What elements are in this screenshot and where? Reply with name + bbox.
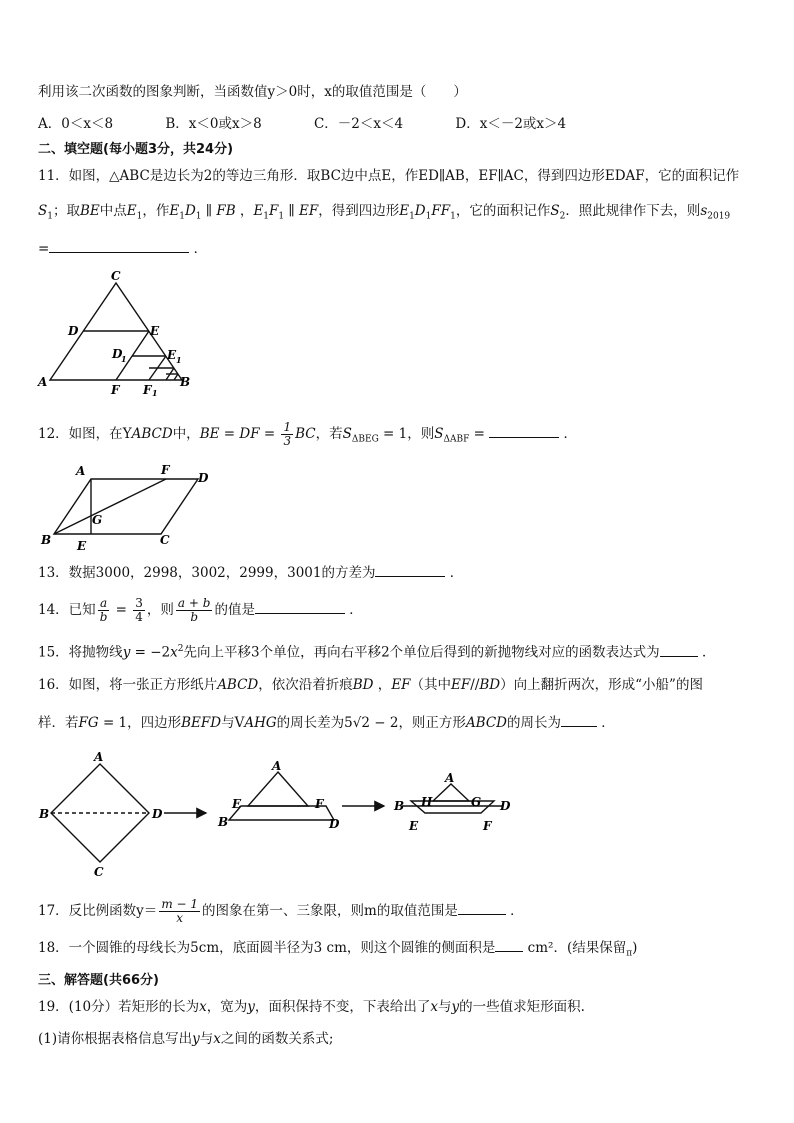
fig11-label-b: B	[180, 375, 191, 389]
fig11-label-f1: F	[143, 383, 152, 396]
fig11-label-d: D	[68, 324, 79, 338]
fig16-label-d1: D	[152, 807, 163, 821]
fig16-label-d2: D	[329, 817, 340, 831]
section-3-title: 三、解答题(共66分)	[38, 973, 159, 988]
fig11-label-e: E	[150, 324, 160, 338]
option-b[interactable]: B．x＜0或x＞8	[165, 116, 262, 132]
fig16-label-g3: G	[471, 795, 482, 809]
fig12-label-b: B	[41, 533, 52, 547]
q19-line1: 19．(10分）若矩形的长为x，宽为y，面积保持不变，下表给出了x与y的一些值求矩形面积.	[38, 999, 585, 1015]
q19-line2: (1)请你根据表格信息写出y与x之间的函数关系式;	[38, 1031, 334, 1047]
q11-line1: 11．如图，△ABC是边长为2的等边三角形．取BC边中点E，作ED∥AB，EF∥AC，得到四边形EDAF，它的面积记作	[38, 168, 740, 184]
fig16-label-c1: C	[94, 865, 104, 879]
q18-answer-blank[interactable]	[495, 937, 523, 952]
figure-11-triangle	[34, 268, 204, 396]
q11-line2: $S_1$；取BE中点$E_1$，作$E_1D_1$ ∥ FB ，$E_1F_1$ ∥ EF，得到四边形$E_1D_1FF_1$，它的面积记作$S_2$．照此规律作下去，则$s_{2019}$	[38, 203, 731, 222]
option-c[interactable]: C．－2＜x＜4	[313, 116, 404, 132]
q17-answer-blank[interactable]	[458, 900, 506, 915]
fig16-label-a1: A	[94, 750, 104, 764]
fig12-label-a: A	[76, 464, 86, 478]
figure-16-paper-boat	[36, 750, 526, 880]
fig12-label-c: C	[160, 533, 170, 547]
q14-fraction-34: $\frac{3}{4}$	[135, 596, 143, 624]
fig16-label-e3: E	[409, 819, 419, 833]
q10-options	[38, 115, 614, 133]
fig16-label-f2: F	[315, 797, 324, 811]
q13-answer-blank[interactable]	[375, 562, 445, 577]
fig16-label-e2: E	[232, 797, 242, 811]
q14-answer-blank[interactable]	[255, 599, 345, 614]
q15-stem: 15．将抛物线$y = -2x^2$先向上平移3个单位，再向右平移2个单位后得到的新抛物线对应的函数表达式为 ．	[38, 640, 715, 662]
fig11-label-e1: E	[167, 348, 177, 362]
fig16-label-f3: F	[483, 819, 492, 833]
q17-stem: 17．反比例函数y＝ $\frac{m - 1}{x}$ 的图象在第一、三象限，则m的取值范围是 ．	[38, 897, 524, 925]
fig16-label-h3: H	[421, 795, 433, 809]
q15-answer-blank[interactable]	[660, 642, 698, 657]
fig11-sub-d1: 1	[121, 354, 127, 364]
fig16-label-a2: A	[272, 759, 282, 773]
q11-answer-blank[interactable]	[49, 238, 189, 253]
fig16-label-b1: B	[39, 807, 50, 821]
fig11-sub-e1: 1	[176, 355, 182, 365]
fig11-sub-f1: 1	[152, 388, 158, 396]
section-2-title: 二、填空题(每小题3分，共24分)	[38, 142, 234, 157]
q18-stem: 18．一个圆锥的母线长为5cm，底面圆半径为3 cm，则这个圆锥的侧面积是 cm²．(结果保留$_\pi$)	[38, 937, 637, 963]
pi-symbol: π	[626, 948, 633, 959]
q14-fraction-sum: $\frac{a + b}{b}$	[177, 596, 211, 624]
option-a[interactable]: A．0＜x＜8	[38, 116, 114, 132]
fig16-label-a3: A	[445, 771, 455, 785]
q16-line1: 16．如图，将一张正方形纸片ABCD，依次沿着折痕BD ，EF（其中EF//BD）向上翻折两次，形成“小船”的图	[38, 677, 703, 693]
q10-stem: 利用该二次函数的图象判断，当函数值y＞0时，x的取值范围是（ ）	[38, 84, 467, 100]
q12-fraction: $\frac{1}{3}$	[283, 420, 292, 448]
option-d[interactable]: D．x＜－2或x＞4	[455, 116, 567, 132]
q12-stem: 12．如图，在YABCD中，BE = DF = $\frac{1}{3}$ BC，若$S_{\Delta BEG} = 1$，则$S_{\Delta ABF}$ = ．	[38, 420, 578, 448]
fig11-label-a: A	[38, 375, 48, 389]
q12-answer-blank[interactable]	[489, 423, 559, 438]
q16-line2: 样．若FG = 1，四边形BEFD与VAHG的周长差为5√2 − 2，则正方形ABCD的周长为 ．	[38, 712, 615, 732]
q17-fraction: $\frac{m - 1}{x}$	[161, 897, 199, 925]
fig16-label-b2: B	[218, 815, 229, 829]
fig12-label-d: D	[198, 471, 209, 485]
fig16-label-d3: D	[500, 799, 511, 813]
fig11-label-c: C	[111, 269, 121, 283]
fig11-label-d1: D	[112, 347, 123, 361]
fig12-label-e: E	[77, 539, 87, 552]
fig12-label-f: F	[161, 463, 170, 477]
fig12-label-g: G	[92, 513, 103, 527]
figure-12-parallelogram	[36, 462, 216, 552]
fig11-label-f: F	[111, 383, 120, 396]
q13-stem: 13．数据3000，2998，3002，2999，3001的方差为 ．	[38, 562, 463, 582]
q14-stem: 14．已知 $\frac{a}{b}$ = $\frac{3}{4}$ ，则 $\frac{a + b}{b}$ 的值是 ．	[38, 596, 363, 624]
q11-answer-line: = ．	[38, 238, 207, 258]
q16-answer-blank[interactable]	[561, 712, 597, 727]
q14-fraction-ab: $\frac{a}{b}$	[99, 596, 108, 624]
fig16-label-b3: B	[394, 799, 405, 813]
